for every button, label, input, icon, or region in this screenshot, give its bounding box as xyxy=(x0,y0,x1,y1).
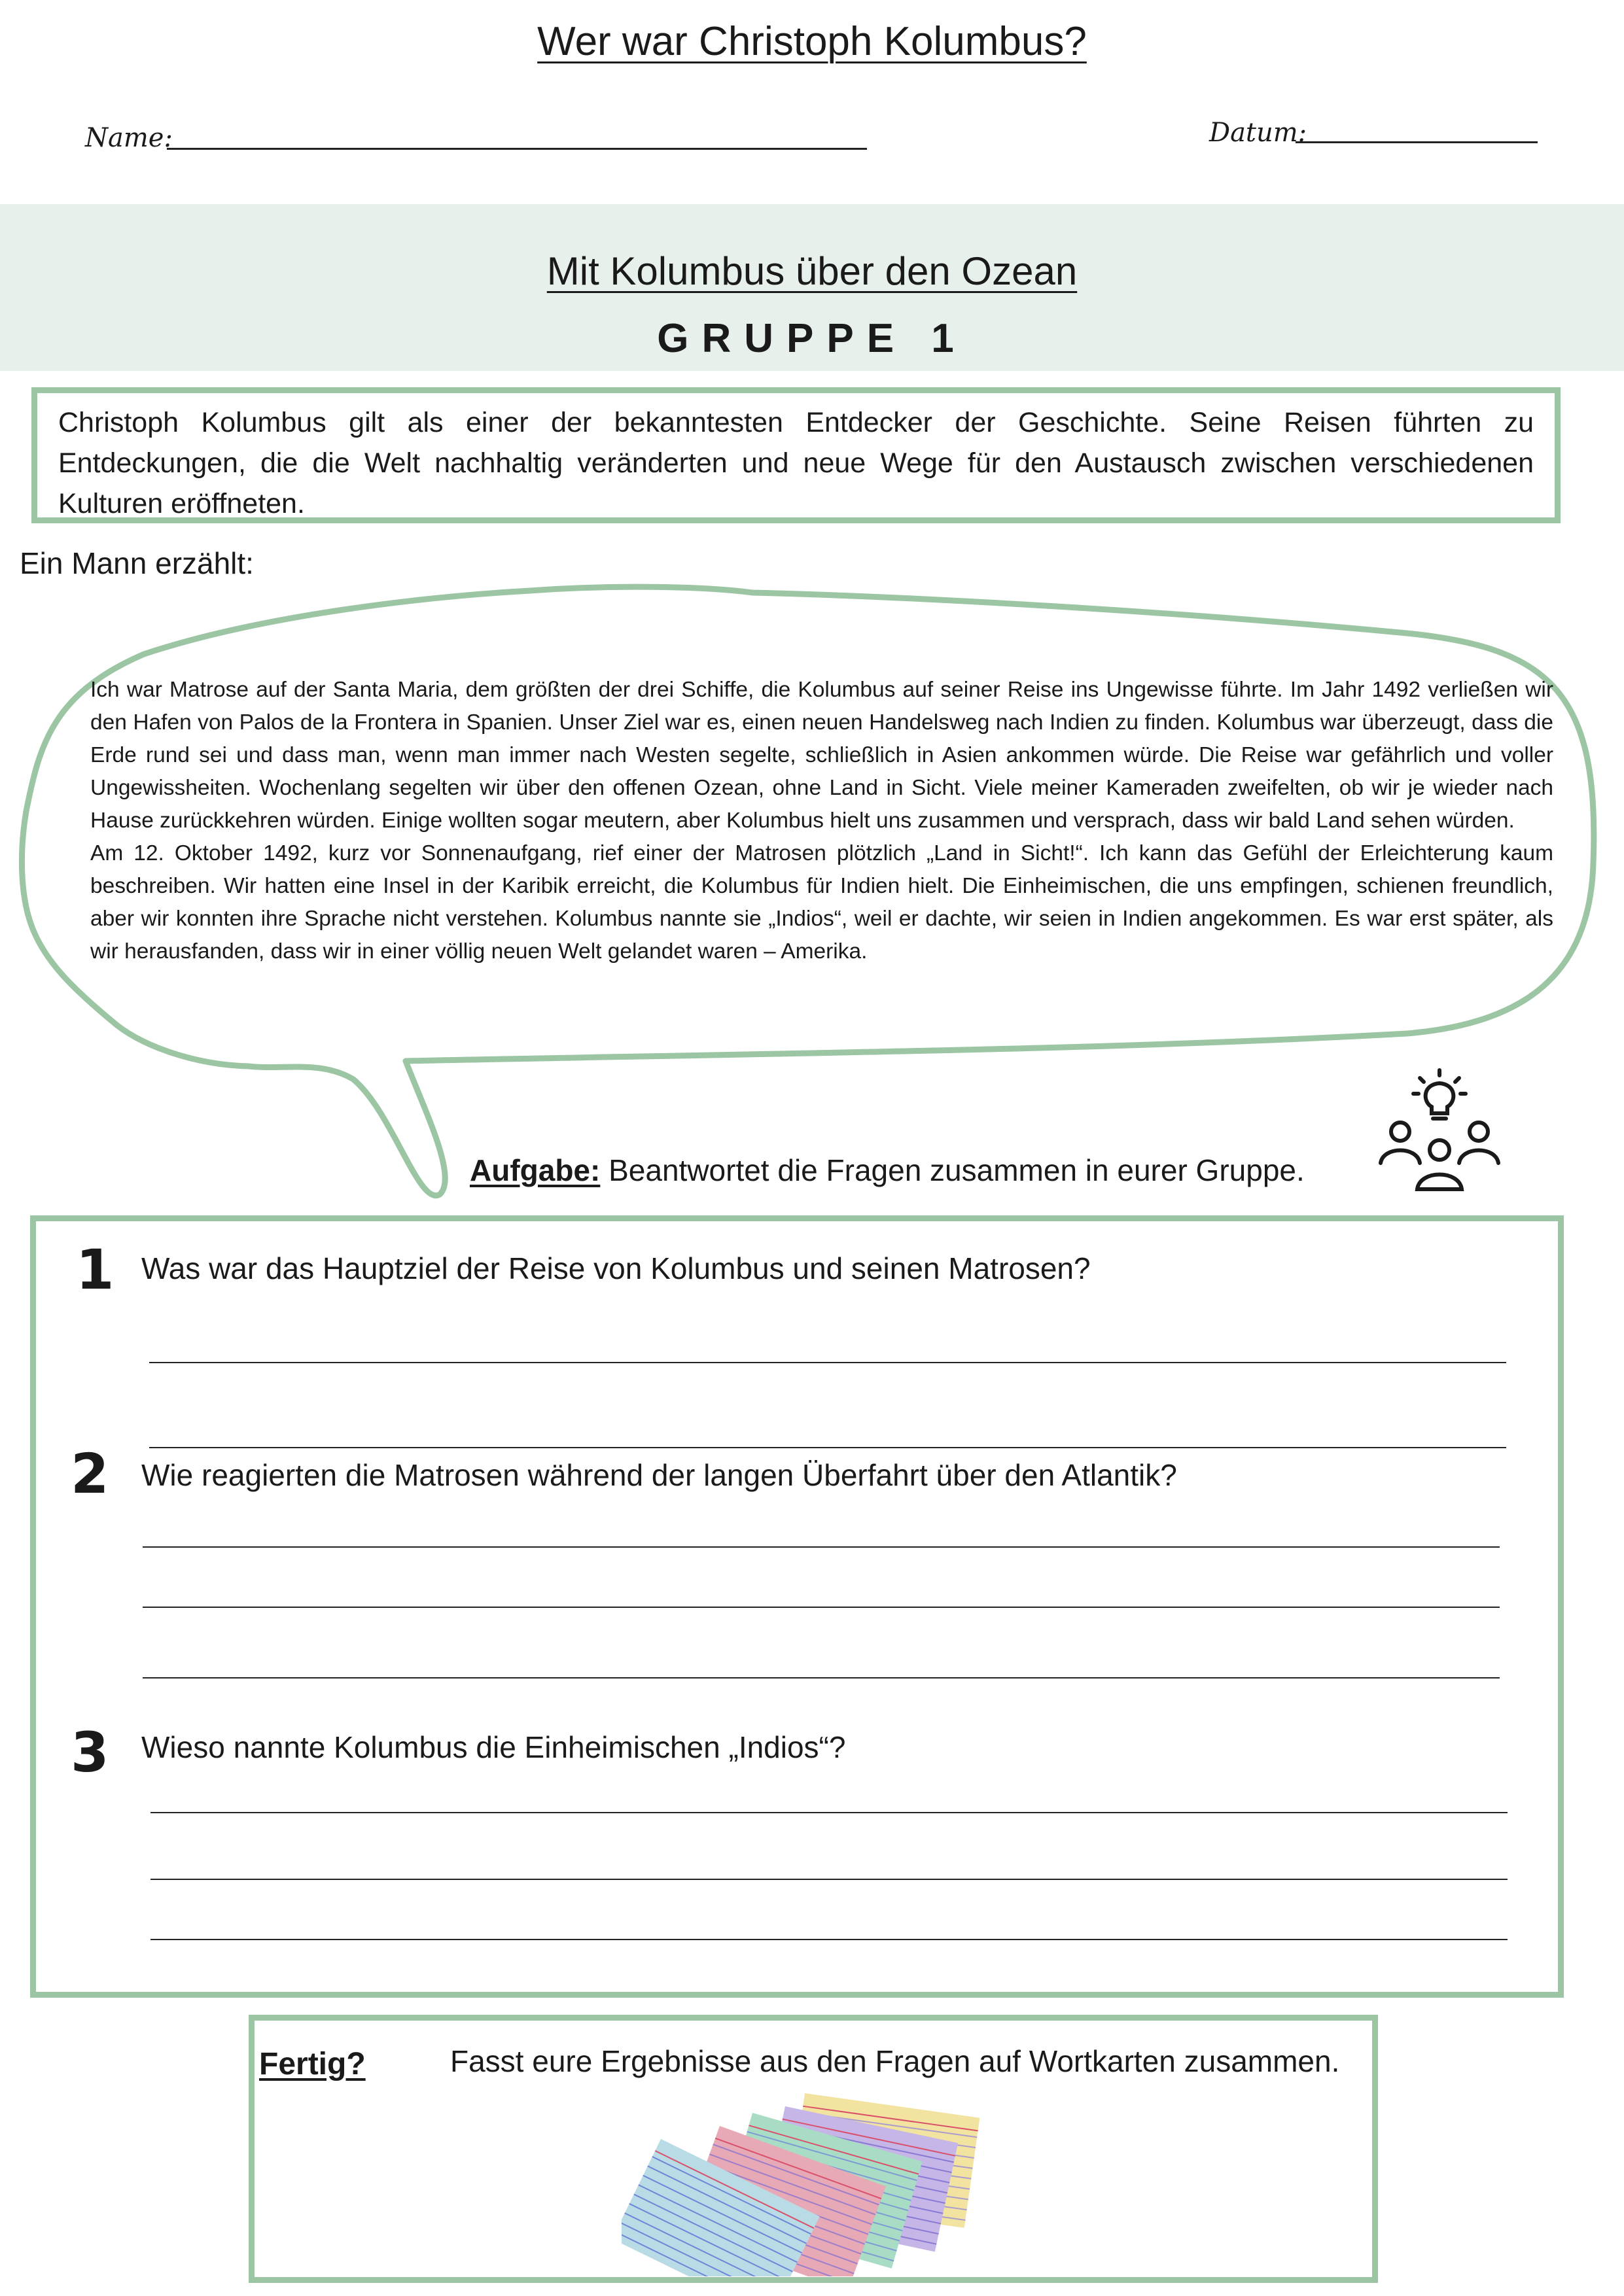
group-title: GRUPPE 1 xyxy=(657,316,967,361)
story-paragraph-2: Am 12. Oktober 1492, kurz vor Sonnenaufgang, rief einer der Matrosen plötzlich „Land in Sicht!“. Ich kann das Gefühl der Erleichterung kaum beschreiben. Wir hatten eine Insel in der Karibik erreicht, die Kolumbus für Indien hielt. Die Einheimischen, die uns empfingen, schienen freundlich, aber wir konnten ihre Sprache nicht verstehen. Kolumbus nannte sie „Indios“, weil er dachte, wir seien in Indien angekommen. Es war erst später, als wir herausfanden, dass wir in einer völlig neuen Welt gelandet waren – Amerika. xyxy=(90,841,1553,964)
answer-line[interactable] xyxy=(143,1607,1500,1608)
intro-text: Christoph Kolumbus gilt als einer der bekanntesten Entdecker der Geschichte. Seine Reisen führten zu Entdeckungen, die die Welt nachhaltig veränderten und neue Wege für den Austausch zwischen verschiedenen Kulturen eröffneten. xyxy=(58,407,1534,519)
task-text: Beantwortet die Fragen zusammen in eurer Gruppe. xyxy=(600,1153,1305,1187)
question-3-number: 3 xyxy=(71,1720,109,1784)
worksheet-title: Wer war Christoph Kolumbus? xyxy=(537,19,1087,64)
group-idea-icon xyxy=(1374,1065,1505,1196)
index-cards-icon xyxy=(622,2080,1040,2276)
question-1-text: Was war das Hauptziel der Reise von Kolumbus und seinen Matrosen? xyxy=(141,1251,1091,1285)
subtitle: Mit Kolumbus über den Ozean xyxy=(546,249,1078,293)
name-input-line[interactable] xyxy=(167,148,867,150)
speaker-label: Ein Mann erzählt: xyxy=(20,546,254,580)
name-label: Name: xyxy=(85,123,173,153)
finish-text: Fasst eure Ergebnisse aus den Fragen auf Wortkarten zusammen. xyxy=(450,2044,1340,2078)
date-label: Datum: xyxy=(1209,118,1307,148)
question-3-text: Wieso nannte Kolumbus die Einheimischen „Indios“? xyxy=(141,1730,846,1764)
answer-line[interactable] xyxy=(149,1362,1506,1363)
intro-box xyxy=(31,387,1561,523)
answer-line[interactable] xyxy=(143,1677,1500,1679)
answer-line[interactable] xyxy=(150,1879,1508,1880)
story-text xyxy=(90,674,1553,968)
question-1-number: 1 xyxy=(76,1238,115,1302)
answer-line[interactable] xyxy=(150,1812,1508,1813)
answer-line[interactable] xyxy=(149,1447,1506,1448)
date-input-line[interactable] xyxy=(1296,141,1538,143)
answer-line[interactable] xyxy=(150,1939,1508,1940)
task-line xyxy=(470,1153,1305,1188)
task-label: Aufgabe: xyxy=(470,1153,601,1187)
question-2-text: Wie reagierten die Matrosen während der langen Überfahrt über den Atlantik? xyxy=(141,1458,1177,1492)
finish-label: Fertig? xyxy=(259,2047,366,2081)
story-paragraph-1: Ich war Matrose auf der Santa Maria, dem größten der drei Schiffe, die Kolumbus auf seiner Reise ins Ungewisse führte. Im Jahr 1492 verließen wir den Hafen von Palos de la Frontera in Spanien. Unser Ziel war es, einen neuen Handelsweg nach Indien zu finden. Kolumbus war überzeugt, dass die Erde rund sei und dass man, wenn man immer nach Westen segelte, schließlich in Asien ankommen würde. Die Reise war gefährlich und voller Ungewissheiten. Wochenlang segelten wir über den offenen Ozean, ohne Land in Sicht. Viele meiner Kameraden zweifelten, ob wir je wieder nach Hause zurückkehren würden. Einige wollten sogar meutern, aber Kolumbus hielt uns zusammen und versprach, dass wir bald Land sehen würden. xyxy=(90,678,1553,833)
answer-line[interactable] xyxy=(143,1546,1500,1548)
question-2-number: 2 xyxy=(71,1442,109,1506)
